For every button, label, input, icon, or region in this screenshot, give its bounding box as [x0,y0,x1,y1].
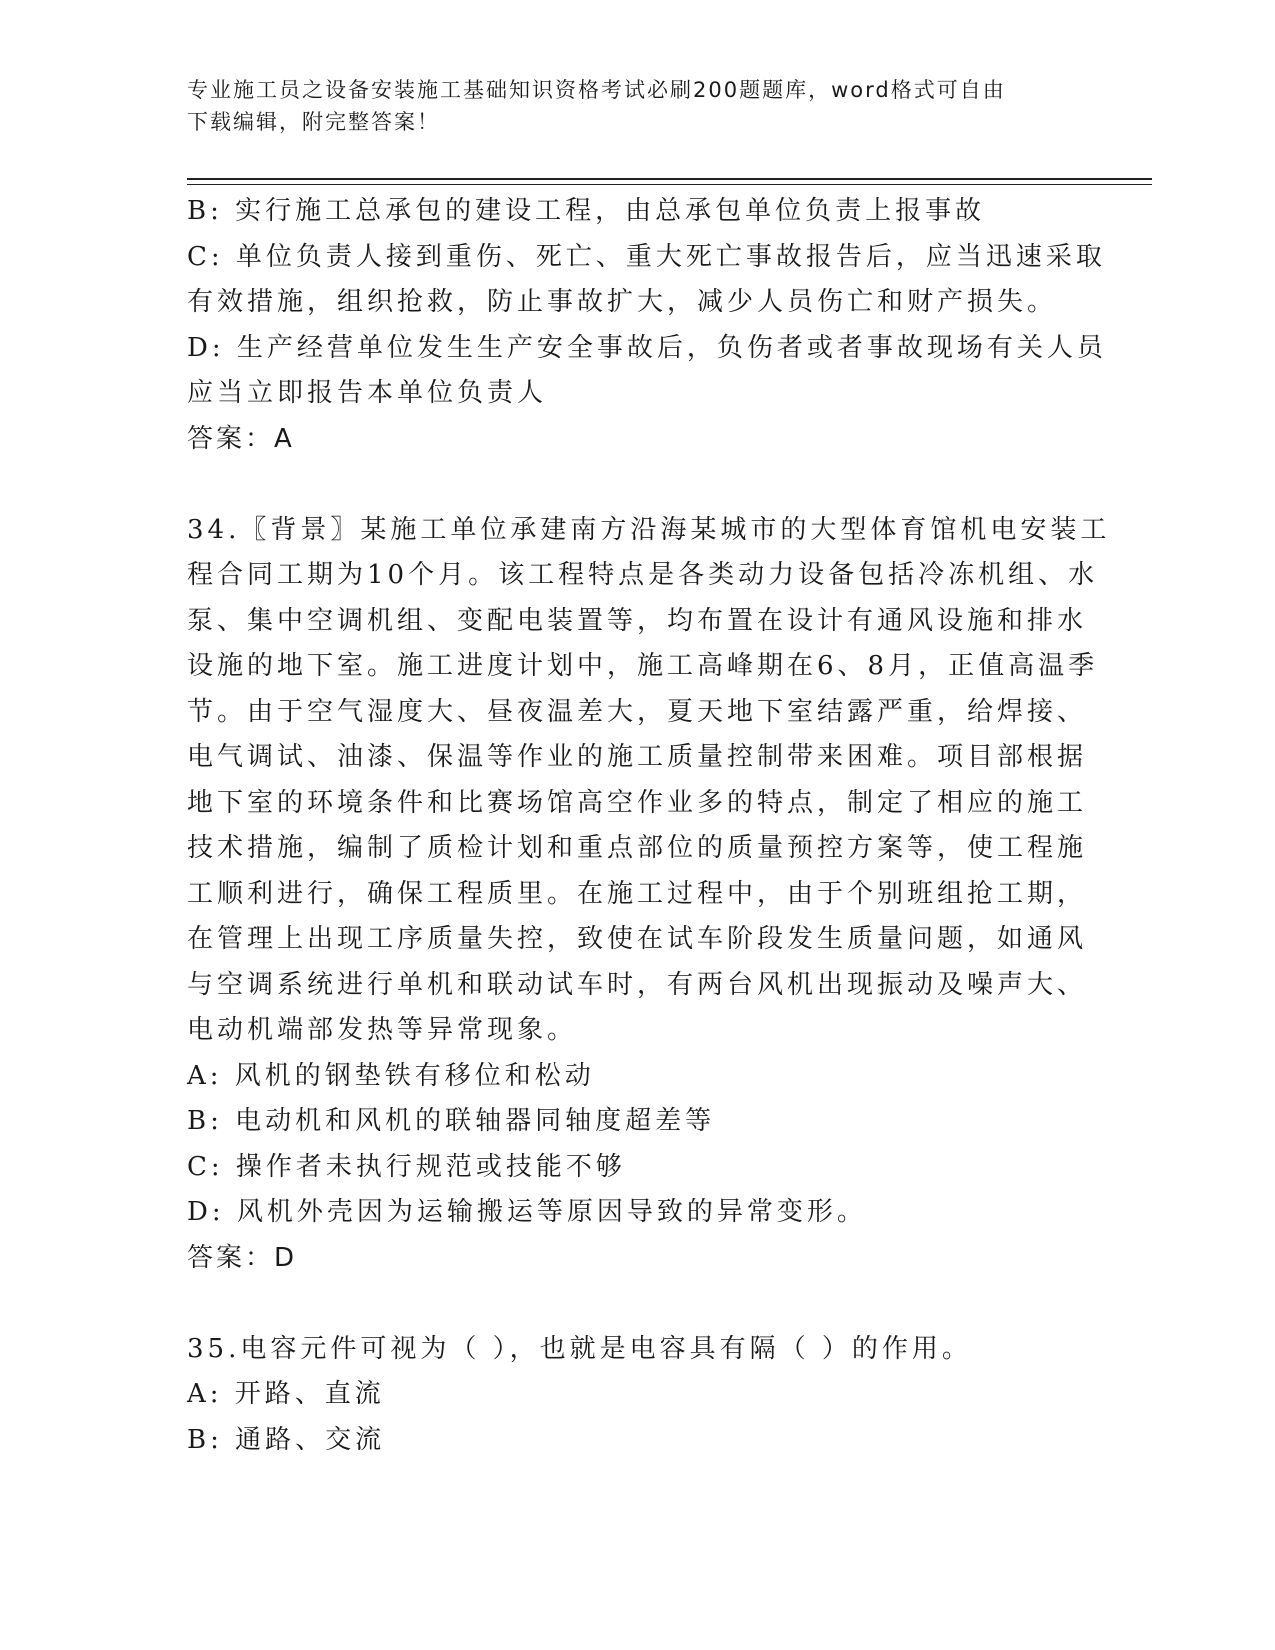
question-stem-line: 泵、集中空调机组、变配电装置等，均布置在设计有通风设施和排水 [187,605,1088,636]
previous-question [187,189,1107,462]
option-a: A: 开路、直流 [187,1379,385,1409]
question-stem-line: 节。由于空气湿度大、昼夜温差大，夏天地下室结露严重，给焊接、 [187,696,1088,727]
question-35 [187,1327,1087,1464]
option-c-line-1: C: 单位负责人接到重伤、死亡、重大死亡事故报告后，应当迅速采取 [187,241,1106,272]
question-stem-line: 电气调试、油漆、保温等作业的施工质量控制带来困难。项目部根据 [187,742,1088,772]
option-a: A: 风机的钢垫铁有移位和松动 [187,1060,595,1091]
header-divider-thin [187,184,1152,185]
spacer [187,462,1087,508]
question-stem-line: 程合同工期为10个月。该工程特点是各类动力设备包括冷冻机组、水 [187,560,1099,590]
question-stem-line: 地下室的环境条件和比赛场馆高空作业多的特点，制定了相应的施工 [187,787,1088,818]
document-header [187,74,1087,138]
option-b: B: 实行施工总承包的建设工程，由总承包单位负责上报事故 [187,196,986,226]
option-d: D: 风机外壳因为运输搬运等原因导致的异常变形。 [187,1197,867,1227]
header-divider-thick [187,178,1152,180]
question-stem-line: 在管理上出现工序质量失控，致使在试车阶段发生质量问题，如通风 [187,924,1088,954]
document-body [187,189,1111,1463]
header-line-1: 专业施工员之设备安装施工基础知识资格考试必刷200题题库，word格式可自由 [187,78,1006,102]
question-stem-line: 技术措施，编制了质检计划和重点部位的质量预控方案等，使工程施 [187,833,1088,863]
answer: 答案：D [187,1242,298,1273]
answer: 答案：A [187,423,295,454]
option-d-line-1: D: 生产经营单位发生生产安全事故后，负伤者或者事故现场有关人员 [187,332,1107,363]
option-d-line-2: 应当立即报告本单位负责人 [187,378,548,408]
option-b: B: 电动机和风机的联轴器同轴度超差等 [187,1106,716,1136]
question-stem-line: 电动机端部发热等异常现象。 [187,1015,578,1045]
spacer [187,1281,1087,1327]
header-line-2: 下载编辑，附完整答案！ [187,110,440,134]
question-stem-line: 设施的地下室。施工进度计划中，施工高峰期在6、8月，正值高温季 [187,651,1099,681]
option-c-line-2: 有效措施，组织抢救，防止事故扩大，减少人员伤亡和财产损失。 [187,287,1058,317]
question-stem-line: 与空调系统进行单机和联动试车时，有两台风机出现振动及噪声大、 [187,969,1088,1000]
option-b: B: 通路、交流 [187,1424,386,1455]
question-stem-line: 34.〖背景〗某施工单位承建南方沿海某城市的大型体育馆机电安装工 [187,514,1111,545]
question-stem: 35.电容元件可视为（ ），也就是电容具有隔（ ）的作用。 [187,1333,972,1364]
option-c: C: 操作者未执行规范或技能不够 [187,1151,626,1182]
question-stem-line: 工顺利进行，确保工程质里。在施工过程中，由于个别班组抢工期， [187,878,1088,909]
question-34 [187,508,1111,1282]
